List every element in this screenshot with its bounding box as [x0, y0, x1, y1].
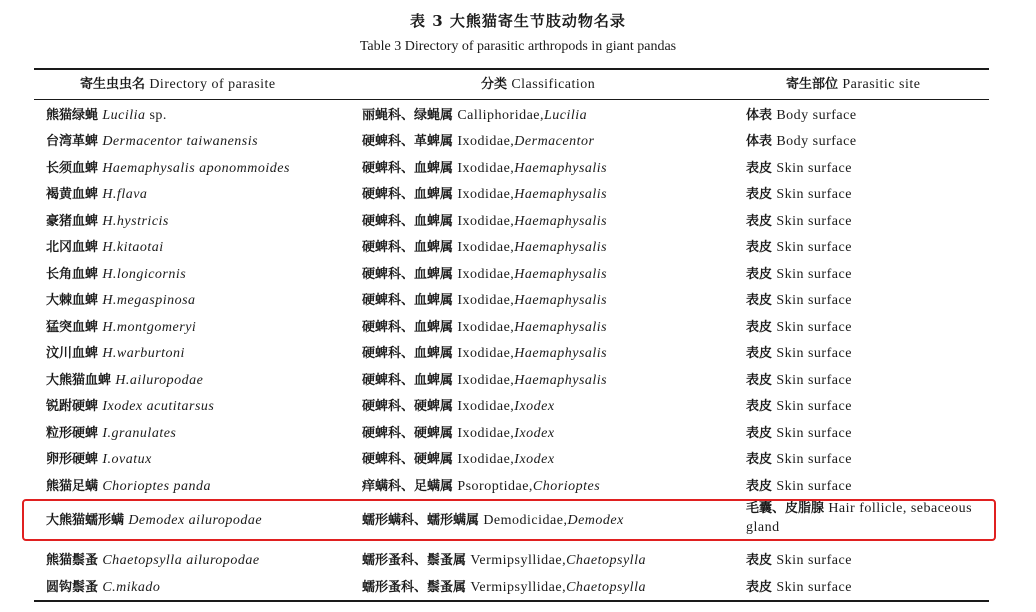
parasite-name-cell [46, 395, 214, 415]
site-en: Skin surface [776, 373, 852, 388]
family-name: Ixodidae, [457, 214, 515, 229]
parasitic-site-cell [746, 316, 852, 336]
parasite-name-suffix: sp. [145, 108, 167, 123]
site-zh: 表皮 [746, 373, 773, 388]
site-en: Hair follicle, sebaceous gland [746, 501, 973, 535]
table-row [0, 157, 1036, 183]
classification-zh: 硬蜱科、硬蜱属 [362, 399, 454, 414]
classification-zh: 硬蜱科、血蜱属 [362, 267, 454, 282]
parasite-name-cell [46, 130, 258, 150]
genus-name: Chaetopsylla [566, 553, 646, 568]
family-name: Ixodidae, [457, 320, 515, 335]
parasitic-site-cell [746, 549, 852, 569]
top-rule [34, 68, 989, 70]
parasite-name-zh: 褐黄血蜱 [46, 187, 99, 202]
parasite-scientific-name: H.montgomeryi [102, 320, 197, 335]
parasitic-site-cell [746, 475, 852, 495]
classification-zh: 痒螨科、足螨属 [362, 479, 454, 494]
header-parasite-en: Directory of parasite [149, 77, 276, 92]
classification-zh: 丽蝇科、绿蝇属 [362, 108, 454, 123]
parasite-name-cell [46, 263, 186, 283]
family-name: Demodicidae, [483, 513, 568, 528]
parasite-name-zh: 锐跗硬蜱 [46, 399, 99, 414]
classification-cell [362, 395, 555, 415]
genus-name: Lucilia [544, 108, 588, 123]
parasite-scientific-name: I.granulates [102, 426, 177, 441]
parasite-name-cell [46, 316, 196, 336]
classification-cell [362, 210, 607, 230]
parasite-name-cell [46, 475, 211, 495]
classification-zh: 硬蜱科、血蜱属 [362, 320, 454, 335]
highlight-box [22, 499, 996, 541]
site-en: Skin surface [776, 553, 852, 568]
classification-cell [362, 236, 607, 256]
header-site-zh: 寄生部位 [786, 77, 839, 92]
parasite-name-cell [46, 422, 176, 442]
classification-cell [362, 448, 555, 468]
family-name: Ixodidae, [457, 399, 515, 414]
classification-zh: 硬蜱科、血蜱属 [362, 161, 454, 176]
site-en: Body surface [776, 134, 857, 149]
parasite-scientific-name: Demodex ailuropodae [128, 513, 263, 528]
classification-cell [362, 157, 607, 177]
parasite-name-cell [46, 369, 203, 389]
parasitic-site-cell [746, 289, 852, 309]
classification-zh: 硬蜱科、血蜱属 [362, 293, 454, 308]
table-row [0, 475, 1036, 501]
parasite-name-cell [46, 342, 185, 362]
site-zh: 表皮 [746, 426, 773, 441]
genus-name: Haemaphysalis [514, 293, 608, 308]
site-en: Skin surface [776, 187, 852, 202]
site-zh: 表皮 [746, 267, 773, 282]
parasite-name-zh: 猛突血蜱 [46, 320, 99, 335]
genus-name: Dermacentor [514, 134, 595, 149]
site-zh: 表皮 [746, 161, 773, 176]
parasite-name-zh: 卵形硬蜱 [46, 452, 99, 467]
classification-zh: 蠕形蚤科、鬃蚤属 [362, 580, 467, 595]
parasite-name-zh: 大棘血蜱 [46, 293, 99, 308]
parasite-name-cell [46, 448, 152, 468]
parasite-scientific-name: H.longicornis [102, 267, 187, 282]
classification-zh: 硬蜱科、血蜱属 [362, 346, 454, 361]
classification-cell [362, 475, 600, 495]
parasitic-site-cell [746, 210, 852, 230]
parasitic-site-cell [746, 183, 852, 203]
table-title: 表 3 大熊猫寄生节肢动物名录 [410, 12, 626, 30]
site-en: Skin surface [776, 426, 852, 441]
parasite-scientific-name: H.hystricis [102, 214, 169, 229]
table-row [0, 395, 1036, 421]
table-row [0, 422, 1036, 448]
parasite-name-cell [46, 236, 164, 256]
table-row [0, 448, 1036, 474]
parasite-name-zh: 熊猫鬃蚤 [46, 553, 99, 568]
parasitic-site-cell [746, 395, 852, 415]
classification-cell [362, 263, 607, 283]
genus-name: Haemaphysalis [514, 187, 608, 202]
parasite-scientific-name: Chorioptes panda [102, 479, 212, 494]
parasite-name-zh: 豪猪血蜱 [46, 214, 99, 229]
classification-zh: 硬蜱科、血蜱属 [362, 240, 454, 255]
table-row [0, 210, 1036, 236]
site-en: Skin surface [776, 293, 852, 308]
site-en: Skin surface [776, 479, 852, 494]
table-row [0, 549, 1036, 575]
site-zh: 体表 [746, 134, 773, 149]
parasite-scientific-name: Ixodex acutitarsus [102, 399, 215, 414]
family-name: Ixodidae, [457, 452, 515, 467]
parasitic-site-cell [746, 104, 857, 124]
table-row [0, 263, 1036, 289]
family-name: Ixodidae, [457, 373, 515, 388]
site-en: Skin surface [776, 267, 852, 282]
parasite-name-zh: 圆钩鬃蚤 [46, 580, 99, 595]
classification-cell [362, 289, 607, 309]
parasite-scientific-name: I.ovatux [102, 452, 152, 467]
classification-cell [362, 369, 607, 389]
header-class-zh: 分类 [481, 77, 508, 92]
site-en: Skin surface [776, 214, 852, 229]
site-zh: 表皮 [746, 553, 773, 568]
parasitic-site-cell [746, 422, 852, 442]
classification-zh: 硬蜱科、血蜱属 [362, 187, 454, 202]
parasite-name-zh: 长须血蜱 [46, 161, 99, 176]
parasitic-site-cell [746, 263, 852, 283]
family-name: Ixodidae, [457, 267, 515, 282]
family-name: Ixodidae, [457, 161, 515, 176]
family-name: Ixodidae, [457, 426, 515, 441]
table-row [0, 369, 1036, 395]
parasite-name-zh: 大熊猫血蜱 [46, 373, 112, 388]
classification-zh: 硬蜱科、血蜱属 [362, 214, 454, 229]
table-row [0, 342, 1036, 368]
classification-cell [362, 130, 594, 150]
parasite-name-cell [46, 289, 196, 309]
site-zh: 体表 [746, 108, 773, 123]
parasite-scientific-name: C.mikado [102, 580, 161, 595]
site-zh: 表皮 [746, 320, 773, 335]
site-en: Skin surface [776, 346, 852, 361]
parasite-name-zh: 台湾革蜱 [46, 134, 99, 149]
classification-cell [362, 576, 646, 596]
parasite-name-cell [46, 104, 167, 124]
parasite-scientific-name: H.megaspinosa [102, 293, 196, 308]
family-name: Ixodidae, [457, 240, 515, 255]
parasite-name-zh: 长角血蜱 [46, 267, 99, 282]
site-zh: 表皮 [746, 346, 773, 361]
family-name: Ixodidae, [457, 134, 515, 149]
site-zh: 表皮 [746, 214, 773, 229]
classification-cell [362, 183, 607, 203]
parasite-scientific-name: H.warburtoni [102, 346, 185, 361]
header-class-en: Classification [511, 77, 596, 92]
genus-name: Haemaphysalis [514, 267, 608, 282]
parasite-scientific-name: H.ailuropodae [115, 373, 204, 388]
classification-zh: 硬蜱科、硬蜱属 [362, 452, 454, 467]
genus-name: Ixodex [514, 399, 555, 414]
parasite-name-cell [46, 549, 260, 569]
genus-name: Haemaphysalis [514, 240, 608, 255]
classification-cell [362, 342, 607, 362]
bottom-rule [34, 600, 989, 602]
table-row [0, 130, 1036, 156]
header-parasite [80, 73, 276, 97]
parasite-scientific-name: Lucilia [102, 108, 146, 123]
genus-name: Haemaphysalis [514, 320, 608, 335]
classification-cell [362, 549, 646, 569]
classification-cell [362, 316, 607, 336]
header-rule [34, 99, 989, 100]
site-en: Skin surface [776, 320, 852, 335]
family-name: Psoroptidae, [457, 479, 533, 494]
table-row [0, 183, 1036, 209]
parasite-name-zh: 粒形硬蜱 [46, 426, 99, 441]
genus-name: Chorioptes [532, 479, 601, 494]
parasite-scientific-name: H.flava [102, 187, 148, 202]
classification-zh: 硬蜱科、革蜱属 [362, 134, 454, 149]
site-zh: 表皮 [746, 580, 773, 595]
parasite-name-cell [46, 157, 290, 177]
site-en: Skin surface [776, 452, 852, 467]
classification-cell [362, 104, 587, 124]
genus-name: Ixodex [514, 426, 555, 441]
family-name: Ixodidae, [457, 187, 515, 202]
table-row [0, 236, 1036, 262]
parasite-scientific-name: Chaetopsylla ailuropodae [102, 553, 260, 568]
table-row [0, 576, 1036, 602]
parasitic-site-cell [746, 576, 852, 596]
genus-name: Demodex [567, 513, 624, 528]
header-site [786, 73, 920, 97]
classification-zh: 蠕形蚤科、鬃蚤属 [362, 553, 467, 568]
site-en: Skin surface [776, 399, 852, 414]
parasitic-site-cell [746, 342, 852, 362]
classification-cell [362, 422, 555, 442]
parasitic-site-cell [746, 157, 852, 177]
genus-name: Haemaphysalis [514, 373, 608, 388]
parasite-scientific-name: Dermacentor taiwanensis [102, 134, 259, 149]
family-name: Vermipsyllidae, [470, 553, 567, 568]
table-row [0, 316, 1036, 342]
parasitic-site-cell [746, 236, 852, 256]
site-zh: 表皮 [746, 399, 773, 414]
parasite-scientific-name: Haemaphysalis aponommoides [102, 161, 290, 176]
parasite-name-zh: 北冈血蜱 [46, 240, 99, 255]
site-zh: 表皮 [746, 293, 773, 308]
site-zh: 表皮 [746, 187, 773, 202]
family-name: Calliphoridae, [457, 108, 545, 123]
family-name: Ixodidae, [457, 293, 515, 308]
family-name: Ixodidae, [457, 346, 515, 361]
parasite-name-zh: 熊猫绿蝇 [46, 108, 99, 123]
header-site-en: Parasitic site [842, 77, 921, 92]
classification-zh: 硬蜱科、硬蜱属 [362, 426, 454, 441]
genus-name: Haemaphysalis [514, 161, 608, 176]
parasite-name-cell [46, 210, 169, 230]
family-name: Vermipsyllidae, [470, 580, 567, 595]
site-en: Skin surface [776, 161, 852, 176]
header-classification [481, 73, 595, 97]
site-en: Skin surface [776, 580, 852, 595]
classification-zh: 硬蜱科、血蜱属 [362, 373, 454, 388]
site-en: Skin surface [776, 240, 852, 255]
genus-name: Haemaphysalis [514, 214, 608, 229]
genus-name: Ixodex [514, 452, 555, 467]
table-subtitle: Table 3 Directory of parasitic arthropods in giant pandas [359, 39, 677, 54]
parasite-name-cell [46, 183, 147, 203]
parasite-name-cell [46, 576, 160, 596]
site-zh: 毛囊、皮脂腺 [746, 501, 825, 516]
genus-name: Haemaphysalis [514, 346, 608, 361]
parasite-name-zh: 汶川血蜱 [46, 346, 99, 361]
parasitic-site-cell [746, 130, 857, 150]
site-zh: 表皮 [746, 452, 773, 467]
header-parasite-zh: 寄生虫虫名 [80, 77, 146, 92]
table-row [0, 289, 1036, 315]
site-en: Body surface [776, 108, 857, 123]
parasite-name-zh: 大熊猫蠕形螨 [46, 513, 125, 528]
site-zh: 表皮 [746, 240, 773, 255]
parasitic-site-cell [746, 369, 852, 389]
classification-zh: 蠕形螨科、蠕形螨属 [362, 513, 480, 528]
table-row [0, 104, 1036, 130]
parasite-scientific-name: H.kitaotai [102, 240, 164, 255]
parasitic-site-cell [746, 448, 852, 468]
site-zh: 表皮 [746, 479, 773, 494]
parasite-name-zh: 熊猫足螨 [46, 479, 99, 494]
genus-name: Chaetopsylla [566, 580, 646, 595]
